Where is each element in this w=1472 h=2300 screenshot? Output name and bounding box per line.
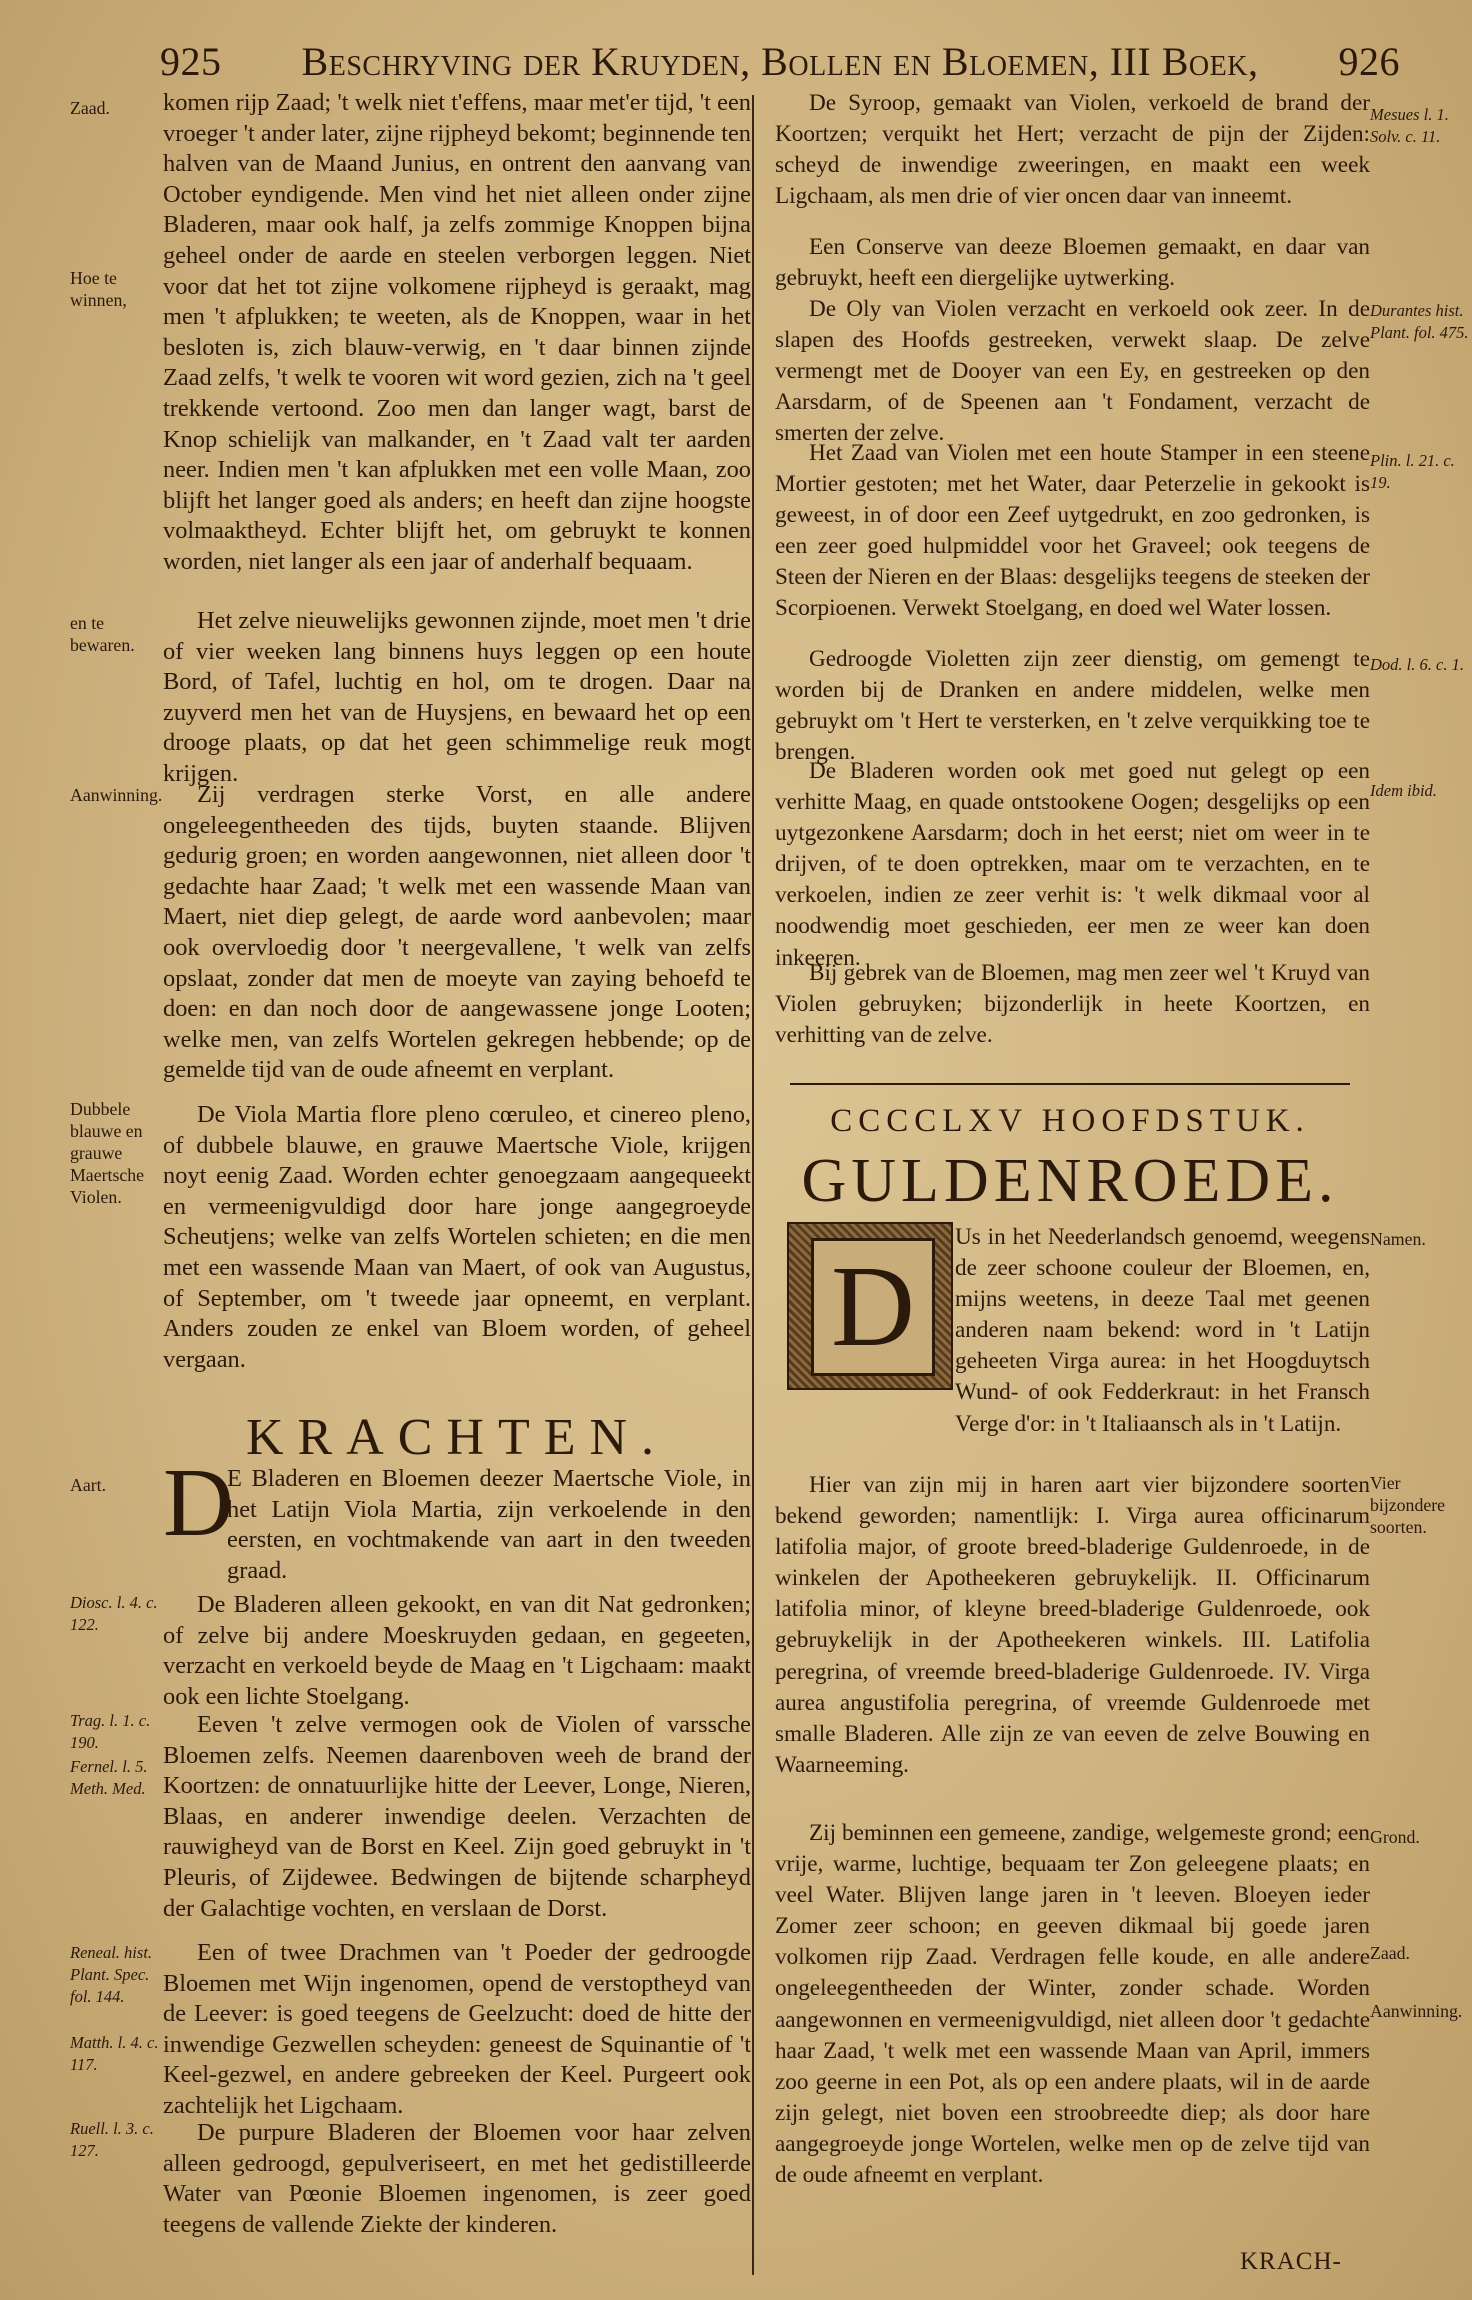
paragraph-bladeren: De Bladeren worden ook met goed nut gelegt op een verhitte Maag, en quade ontstookene Oogen; desgelijks op een uytgezonkene Aarsdarm; doch in het eerst; niet om weer in te drijven, of te doen optrekken, maar om te verzachten, en te verkoelen, indien ze zeer verhit is: 't welk dikmaal voor al noodwendig moet geschieden, eer men ze weer kan doen inkeeren.: [775, 758, 1370, 971]
paragraph-conserve: Een Conserve van deeze Bloemen gemaakt, en daar van gebruykt, heeft een diergelijke uytwerking.: [775, 234, 1370, 292]
margin-note-dubbele-violen: Dubbele blauwe en grauwe Maertsche Violen.: [70, 1099, 145, 1207]
margin-note-aanwinning: Aanwinning.: [70, 785, 163, 805]
paragraph-aanwinning: Zij verdragen sterke Vorst, en alle andere ongeleegentheeden des tijds, buyten staande. Blijven gedurig groen; en worden aangewonnen, niet alleen door 't gedachte haar Zaad; 't welk met een wassende Maan van Maert, niet diep gelegt, de aarde word aanbevolen; maar ook overvloedig door 't neergevallene, 't welk van zelfs opslaat, zonder dat men de moeyte van zaying behoefd te doen: en dan noch door de aangewassene jonge Looten; welke men, van zelfs Wortelen gekregen hebbende; op de gemelde tijd van de oude afneemt en verplant.: [163, 781, 751, 1084]
ornamental-initial: [787, 1222, 953, 1390]
paragraph-syroop: De Syroop, gemaakt van Violen, verkoeld de brand der Koortzen; verquikt het Hert; verzacht de pijn der Zijden: scheyd de inwendige zweeringen, en maakt een week Ligchaam, als men drie of vier oncen daar van inneemt.: [775, 90, 1370, 210]
dropcap-d: D: [163, 1449, 234, 1557]
chapter-title: GULDENROEDE.: [801, 1147, 1339, 1215]
margin-note-ruell: Ruell. l. 3. c. 127.: [70, 2119, 154, 2160]
paragraph-grond: Zij beminnen een gemeene, zandige, welgemeste grond; een vrije, warme, luchtige, bequaam ter Zon geleegene plaats; en veel Water. Blijven lange jaren in 't leeven. Bloeyen ieder Zomer zeer schoon; en geeven dikmaal bij goede jaren volkomen rijp Zaad. Verdragen felle koude, en alle andere ongeleegentheeden der Winter, zonder schade. Worden aangewonnen en vermeenigvuldigd, niet alleen door 't gedachte haar Zaad, 't welk met een wassende Maan van April, immers zoo geerne in een Pot, als op een andere plaats, wil in de aarde zijn gelegt, niet boven een stroobreedte diep; als door hare aangegroeyde jonge Wortelen, welke men op de zelve tijd van de oude afneemt en verplant.: [775, 1820, 1370, 2189]
paragraph-namen: Us in het Neederlandsch genoemd, weegens de zeer schoone couleur der Bloemen, en, mijns weetens, in deeze Taal met geenen anderen naam bekend: word in 't Latijn geheeten Virga aurea: in het Hoogduytsch Wund- of ook Fedderkraut: in het Fransch Verge d'or: in 't Italiaansch als in 't Latijn.: [955, 1224, 1370, 1437]
margin-note-reneal: Reneal. hist. Plant. Spec. fol. 144.: [70, 1943, 153, 2006]
margin-note-matth: Matth. l. 4. c. 117.: [70, 2033, 159, 2074]
paragraph-poeder: Een of twee Drachmen van 't Poeder der gedroogde Bloemen met Wijn ingenomen, opend de verstoptheyd van de Leever: is goed teegens de Geelzucht: doed de hitte der inwendige Gezwellen scheyden: geneest de Squinantie of 't Keel-gezwel, en andere gebreeken der Keel. Purgeert ook zachtelijk het Ligchaam.: [163, 1939, 751, 2119]
margin-note-diosc: Diosc. l. 4. c. 122.: [70, 1593, 158, 1634]
paragraph-dubbele-violen: De Viola Martia flore pleno cœruleo, et cinereo pleno, of dubbele blauwe, en grauwe Maertsche Viole, krijgen noyt eenig Zaad. Worden echter genoegzaam aangequeekt en vermeenigvuldigd door hare jonge aangegroeyde Scheutjens; welke van zelfs Wortelen schieten; en die men met een wassende Maan van Maert, of ook van Augustus, of September, om 't tweede jaar opneemt, en verplant. Anders zouden ze enkel van Bloem worden, of geheel vergaan.: [163, 1101, 751, 1373]
paragraph-bewaren: Het zelve nieuwelijks gewonnen zijnde, moet men 't drie of vier weeken lang binnens huys leggen op een houte Bord, of Tafel, luchtig en hol, om te drogen. Daar na zuyverd men het van de Huysjens, en bewaard het op een drooge plaats, op dat het geen schimmelige reuk mogt krijgen.: [163, 607, 751, 787]
paragraph-purpure: De purpure Bladeren der Bloemen voor haar zelven alleen gedroogd, gepulveriseert, en met het gedistilleerde Water van Pœonie Bloemen ingenomen, is zeer goed teegens de vallende Ziekte der kinderen.: [163, 2119, 751, 2238]
margin-note-plin: Plin. l. 21. c. 19.: [1370, 451, 1455, 492]
margin-note-durantes: Durantes hist. Plant. fol. 475.: [1370, 301, 1469, 342]
margin-note-aart: Aart.: [70, 1475, 107, 1495]
paragraph-zaad: komen rijp Zaad; 't welk niet t'effens, maar met'er tijd, 't een vroeger 't ander later, zijne rijpheyd bekomt; beginnende ten halven van de Maand Junius, en ontrent den aanvang van October eyndigende. Men vind het niet alleen onder zijne Bladeren, maar ook half, ja zelfs zommige Knoppen bijna geheel onder de aarde en steelen verborgen leggen. Niet voor dat het tot zijne volkomene rijpheyd is geraakt, mag men 't afplukken; te weeten, als de Knoppen, waar in het besloten is, zich blauw-verwig, en 't daar binnen zijnde Zaad zelfs, 't welk te vooren wit word gezien, zich na 't geel trekkende vertoond. Zoo men dan langer wagt, barst de Knop schielijk van malkander, en 't Zaad valt ter aarden neer. Indien men 't kan afplukken met een volle Maan, zoo blijft het langer goed als anders; en heeft dan zijne hoogste volmaaktheyd. Echter blijft het, om gebruykt te konnen worden, niet langer als een jaar of anderhalf bequaam.: [163, 89, 751, 575]
margin-note-aanwinning-right: Aanwinning.: [1370, 2001, 1463, 2021]
chapter-number: CCCCLXV HOOFDSTUK.: [830, 1103, 1310, 1139]
paragraph-soorten: Hier van zijn mij in haren aart vier bijzondere soorten bekend geworden; namentlijk: I. Virga aurea officinarum latifolia major, of groote breed-bladerige Guldenroede, in de winkelen der Apotheekeren gebruykelijk. II. Officinarum latifolia minor, of kleyne breed-bladerige Guldenroede, ook gebruykelijk in der Apotheekeren winkels. III. Latifolia peregrina, of vreemde breed-bladerige Guldenroede. IV. Virga aurea angustifolia peregrina, of vreemde Guldenroede met smalle Bladeren. Alle zijn ze van eeven de zelve Bouwing en Waarneeming.: [775, 1472, 1370, 1778]
margin-note-hoe-te-winnen: Hoe te winnen,: [70, 268, 127, 310]
catchword: KRACH-: [1240, 2248, 1342, 2275]
paragraph-gekookt: De Bladeren alleen gekookt, en van dit Nat gedronken; of zelve bij andere Moeskruyden gedaan, en gegeeten, verzacht en verkoeld beyde de Maag en 't Ligchaam: maakt ook een lichte Stoelgang.: [163, 1591, 751, 1710]
paragraph-zaad-violen: Het Zaad van Violen met een houte Stamper in een steene Mortier gestoten; met het Water, daar Peterzelie in gekookt is geweest, in of door een Zeef uytgedrukt, en zoo gedronken, is een zeer goed hulpmiddel voor het Graveel; ook teegens de Steen der Nieren en der Blaas: desgelijks teegens de steeken der Scorpioenen. Verwekt Stoelgang, en doed wel Water lossen.: [775, 440, 1370, 622]
margin-note-fernel: Fernel. l. 5. Meth. Med.: [70, 1757, 148, 1798]
margin-note-mesues: Mesues l. 1. Solv. c. 11.: [1370, 105, 1449, 146]
margin-note-trag: Trag. l. 1. c. 190.: [70, 1711, 151, 1752]
left-page-number: 925: [160, 39, 222, 84]
chapter-body-2: [775, 1818, 1370, 2191]
margin-note-zaad: Zaad.: [70, 98, 110, 118]
margin-note-dod: Dod. l. 6. c. 1.: [1370, 655, 1464, 674]
margin-note-idem: Idem ibid.: [1370, 781, 1437, 800]
paragraph-eeven: Eeven 't zelve vermogen ook de Violen of varssche Bloemen zelfs. Neemen daarenboven weeh de brand der Koortzen: de onnatuurlijke hitte der Leever, Longe, Nieren, Blaas, en anderer inwendige deelen. Verzachten de rauwigheyd van de Borst en Keel. Zijn goed gebruykt in 't Pleuris, of Zijdewee. Bedwingen de bijtende scharpheyd der Galachtige vochten, en verslaan de Dorst.: [163, 1711, 751, 1922]
chapter-rule: [790, 1083, 1350, 1085]
margin-note-vier-soorten: Vier bijzondere soorten.: [1370, 1473, 1446, 1537]
paragraph-gedroogde: Gedroogde Violetten zijn zeer dienstig, om gemengt te worden bij de Dranken en andere middelen, welke men gebruykt om 't Hert te versterken, en 't zelve verquikking toe te brengen.: [775, 646, 1370, 766]
margin-note-grond: Grond.: [1370, 1827, 1420, 1847]
running-title: Beschryving der Kruyden, Bollen en Bloemen, III Boek,: [301, 39, 1259, 84]
section-heading-krachten: KRACHTEN.: [245, 1409, 669, 1466]
margin-note-bewaren: en te bewaren.: [70, 613, 135, 655]
paragraph-gebrek: Bij gebrek van de Bloemen, mag men zeer wel 't Kruyd van Violen gebruyken; bijzonderlijk in heete Koortzen, en verhitting van de zelve.: [775, 960, 1370, 1049]
paragraph-oly: De Oly van Violen verzacht en verkoeld ook zeer. In de slapen des Hoofds gestreeken, verwekt slaap. De zelve vermengt met de Dooyer van een Ey, en gestreeken op den Aarsdarm, of de Speenen aan 't Fondament, verzacht de smerten der zelve.: [775, 296, 1370, 447]
chapter-body: [775, 1470, 1370, 1781]
right-page-number: 926: [1338, 39, 1400, 84]
chapter-opening: [955, 1222, 1370, 1440]
paragraph-aart: E Bladeren en Bloemen deezer Maertsche Viole, in het Latijn Viola Martia, zijn verkoelende in den eersten, en vochtmakende van aart in den tweeden graad.: [227, 1465, 751, 1584]
column-divider: [752, 95, 754, 2275]
ornamental-initial-letter: D: [811, 1238, 935, 1376]
margin-note-namen: Namen.: [1370, 1229, 1426, 1249]
margin-note-zaad-right: Zaad.: [1370, 1943, 1410, 1963]
